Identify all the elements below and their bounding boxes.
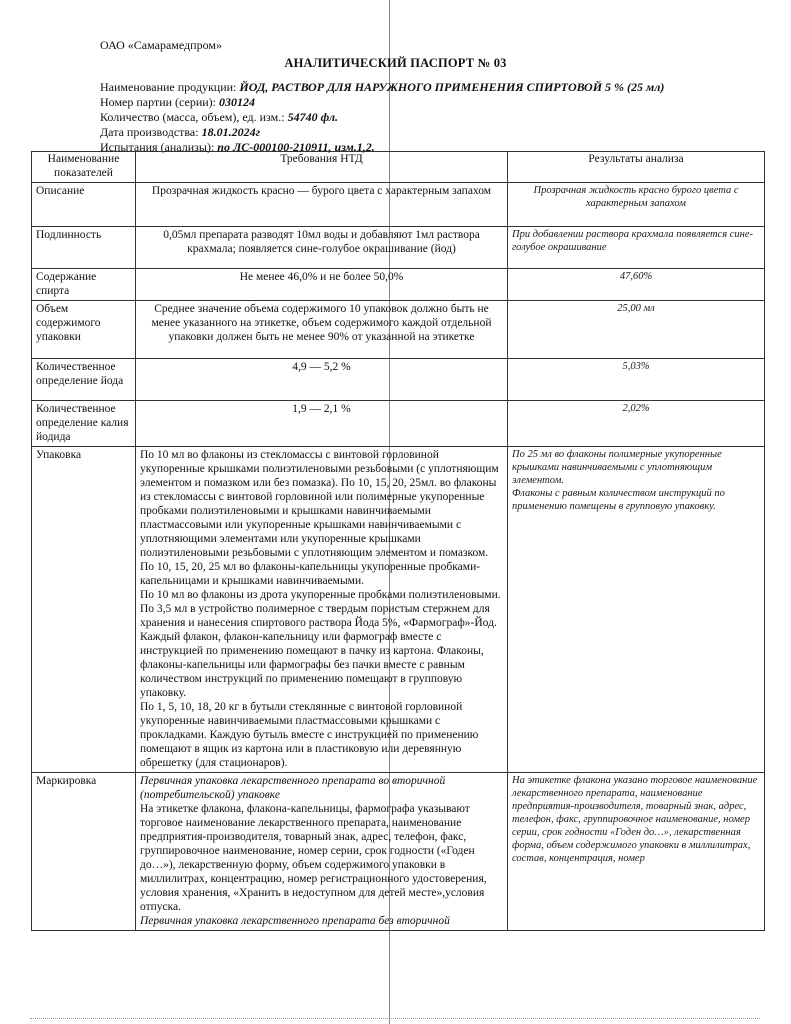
row-requirement: Среднее значение объема содержимого 10 упаковок должно быть не менее указанного на этикетке, объем содержимого каждой отдельной упаковки должен быть не менее 90% от указанной на этикетке [136,301,508,359]
batch-value: 030124 [219,95,256,109]
organization-name: ОАО «Самарамедпром» [100,38,222,52]
packaging-result-paragraph: По 25 мл во флаконы полимерные укупоренные крышками навинчиваемыми с уплотняющим элементом. [512,449,722,486]
table-row [32,183,765,227]
quantity-value: 54740 фл. [287,110,339,124]
row-result: 25,00 мл [508,301,765,359]
marking-subheading: Первичная упаковка лекарственного препарата без вторичной [140,915,450,927]
col-header-requirements: Требования НТД [136,152,508,183]
document-title: АНАЛИТИЧЕСКИЙ ПАСПОРТ № 03 [284,56,507,70]
row-name: Подлинность [32,227,136,269]
table-row [32,227,765,269]
table-row [32,401,765,447]
date-value: 18.01.2024г [201,125,261,139]
meta-date: Дата производства: 18.01.2024г [100,125,261,139]
meta-tests: Испытания (анализы): по ЛС-000100-210911, изм.1,2. [100,140,375,154]
row-result: При добавлении раствора крахмала появляется сине-голубое окрашивание [508,227,765,269]
table-row [32,301,765,359]
marking-subheading: Первичная упаковка лекарственного препарата во вторичной (потребительской) упаковке [140,775,446,801]
col-header-results: Результаты анализа [508,152,765,183]
row-requirement [136,773,508,931]
row-name: Содержание спирта [32,269,136,301]
table-row [32,269,765,301]
packaging-paragraph: По 10 мл во флаконы из стекломассы с винтовой горловиной укупоренные крышками полиэтиленовыми резьбовыми (с уплотняющим элементом и помазком или без помазка). По 10, 15, 20, 25мл. во флаконы из стекломассы с винтовой горловиной или полимерные укупоренные пробками полиэтиленовыми и крышками навинчиваемыми пластмассовыми или укупоренные крышками навинчиваемыми с уплотняющими элементами или укупоренные крышками полиэтиленовыми резьбовыми с уплотняющим элементом и помазком. [140,449,499,559]
meta-product: Наименование продукции: ЙОД, РАСТВОР ДЛЯ НАРУЖНОГО ПРИМЕНЕНИЯ СПИРТОВОЙ 5 % (25 мл) [100,80,665,94]
row-result [508,447,765,773]
row-result: Прозрачная жидкость красно бурого цвета с характерным запахом [508,183,765,227]
table-row [32,359,765,401]
row-name: Количественное определение йода [32,359,136,401]
analysis-table [31,151,765,931]
packaging-paragraph: По 10, 15, 20, 25 мл во флаконы-капельницы укупоренные пробками-капельницами и крышками навинчиваемыми. [140,561,481,587]
packaging-paragraph: По 1, 5, 10, 18, 20 кг в бутыли стеклянные с винтовой горловиной укупоренные навинчиваемыми пластмассовыми крышками с прокладками. Каждую бутыль вместе с инструкцией по применению помещают в ящик из картона или в пластиковую или деревянную обрешетку (для стационаров). [140,701,479,769]
row-result: 47,60% [508,269,765,301]
row-result: На этикетке флакона указано торговое наименование лекарственного препарата, наименование предприятия-производителя, товарный знак, адрес, телефон, факс, группировочное наименование, номер серии, срок годности «Годен до…», лекарственная форма, объем содержимого упаковки в миллилитрах, состав, концентрация, номер [508,773,765,931]
packaging-result-paragraph: Флаконы с равным количеством инструкций по применению помещены в групповую упаковку. [512,488,725,512]
row-name: Объем содержимого упаковки [32,301,136,359]
meta-quantity: Количество (масса, объем), ед. изм.: 54740 фл. [100,110,339,124]
table-row [32,773,765,931]
row-requirement: Прозрачная жидкость красно — бурого цвета с характерным запахом [136,183,508,227]
row-name: Упаковка [32,447,136,773]
scan-bottom-edge [30,1018,760,1022]
marking-paragraph: На этикетке флакона, флакона-капельницы, фармографа указывают торговое наименование лекарственного препарата, наименование предприятия-производителя, товарный знак, адрес, телефон, факс, группировочное наименование, номер серии, срок годности («Годен до…»), лекарственную форму, объем содержимого упаковки в миллилитрах, концентрацию, номер регистрационного удостоверения, условия хранения, «Хранить в недоступном для детей месте»,условия отпуска. [140,803,487,913]
row-name: Количественное определение калия йодида [32,401,136,447]
row-requirement: Не менее 46,0% и не более 50,0% [136,269,508,301]
tests-value: по ЛС-000100-210911, изм.1,2. [217,140,375,154]
row-requirement: 1,9 — 2,1 % [136,401,508,447]
table-header-row [32,152,765,183]
row-requirement: 0,05мл препарата разводят 10мл воды и добавляют 1мл раствора крахмала; появляется сине-голубое окрашивание (йод) [136,227,508,269]
row-requirement [136,447,508,773]
row-result: 5,03% [508,359,765,401]
product-value: ЙОД, РАСТВОР ДЛЯ НАРУЖНОГО ПРИМЕНЕНИЯ СПИРТОВОЙ 5 % (25 мл) [239,80,665,94]
row-requirement: 4,9 — 5,2 % [136,359,508,401]
row-name: Описание [32,183,136,227]
table-row [32,447,765,773]
product-meta [100,80,664,155]
row-name: Маркировка [32,773,136,931]
col-header-indicators: Наименование показателей [32,152,136,183]
packaging-paragraph: По 10 мл во флаконы из дрота укупоренные пробками полиэтиленовыми. По 3,5 мл в устройство полимерное с твердым пористым стержнем для хранения и нанесения спиртового раствора Йода 5%, «Фармограф»-Йод. Каждый флакон, флакон-капельницу или фармограф вместе с инструкцией по применению помещают в пачку из картона. Флаконы, флаконы-капельницы или фармографы без пачки вместе с равным количеством инструкций по применению помещают в групповую упаковку. [140,589,501,699]
row-result: 2,02% [508,401,765,447]
meta-batch: Номер партии (серии): 030124 [100,95,256,109]
